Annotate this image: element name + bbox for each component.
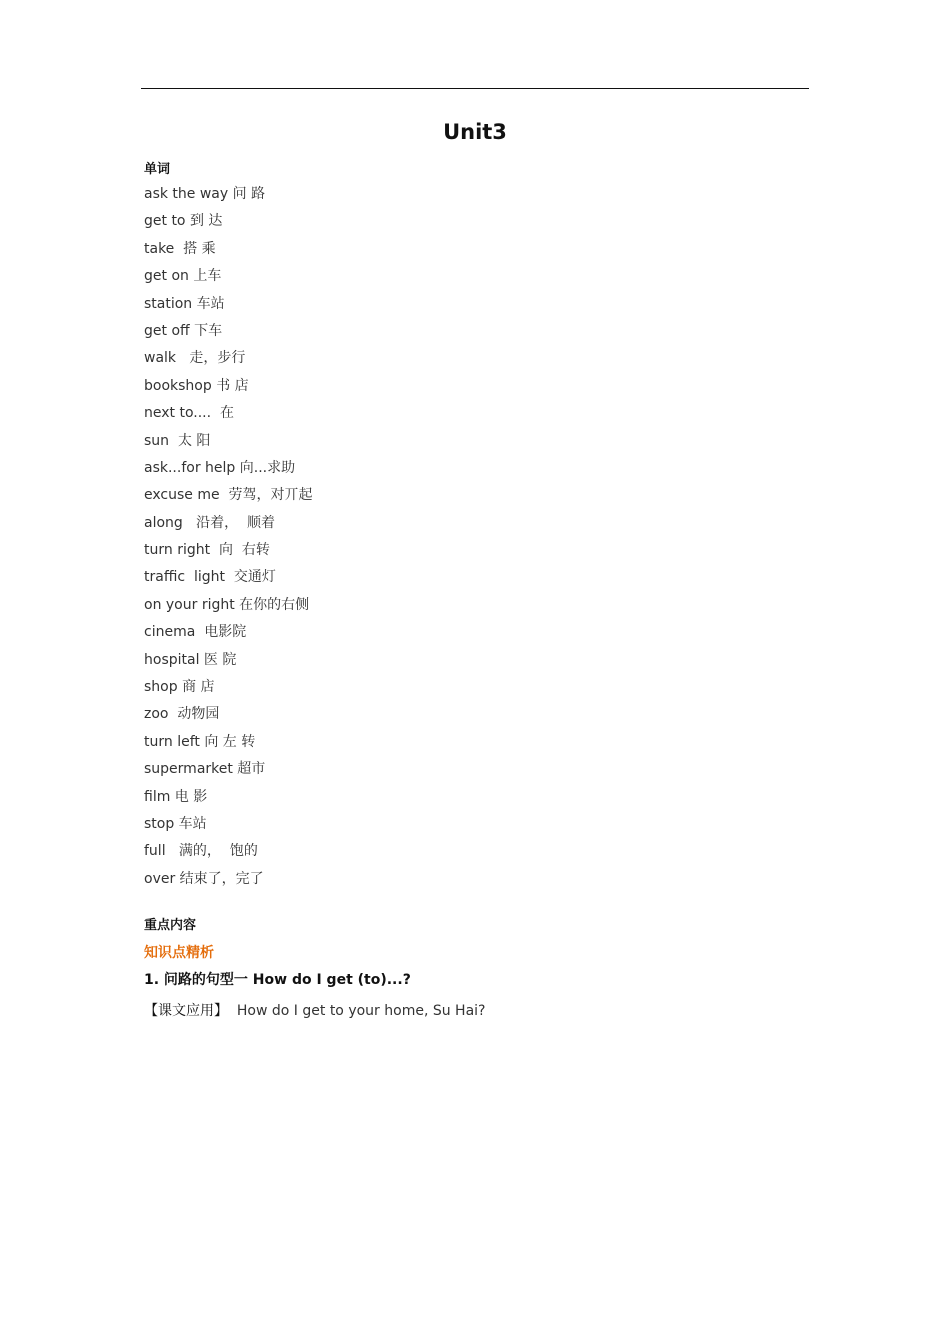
vocab-item: take 搭 乘 bbox=[144, 240, 216, 257]
vocab-item: excuse me 劳驾，对丌起 bbox=[144, 487, 313, 504]
vocab-item: hospital 医 院 bbox=[144, 651, 237, 668]
vocab-item: turn left 向 左 转 bbox=[144, 733, 256, 750]
vocab-item: over 结束了，完了 bbox=[144, 870, 264, 887]
vocab-item: get on 上车 bbox=[144, 268, 222, 285]
vocab-list bbox=[144, 181, 313, 893]
vocab-item: full 满的， 饱的 bbox=[144, 843, 258, 860]
vocab-heading: 单词 bbox=[144, 162, 171, 177]
vocab-item: bookshop 书 店 bbox=[144, 377, 249, 394]
point-1-heading: 1. 问路的句型一 How do I get (to)...? bbox=[144, 972, 411, 988]
vocab-item: ask the way 问 路 bbox=[144, 186, 266, 202]
vocab-item: zoo 动物园 bbox=[144, 706, 220, 723]
key-content-heading: 重点内容 bbox=[144, 918, 197, 933]
vocab-item: turn right 向 右转 bbox=[144, 542, 270, 559]
vocab-item: get to 到 达 bbox=[144, 213, 223, 230]
vocab-item: get off 下车 bbox=[144, 322, 223, 339]
vocab-item: supermarket 超市 bbox=[144, 761, 266, 778]
vocab-item: station 车站 bbox=[144, 295, 225, 312]
application-text: How do I get to your home, Su Hai? bbox=[228, 1003, 486, 1019]
page-title: Unit3 bbox=[443, 120, 507, 144]
vocab-item: ask...for help 向...求助 bbox=[144, 459, 296, 476]
vocab-item: on your right 在你的右侧 bbox=[144, 596, 310, 613]
vocab-item: traffic light 交通灯 bbox=[144, 569, 276, 586]
knowledge-heading: 知识点精析 bbox=[144, 945, 214, 961]
vocab-item: stop 车站 bbox=[144, 815, 207, 832]
vocab-item: along 沿着， 顺着 bbox=[144, 514, 276, 531]
vocab-item: film 电 影 bbox=[144, 788, 208, 805]
application-tag: 【课文应用】 bbox=[144, 1003, 228, 1019]
application-line bbox=[144, 1000, 485, 1020]
vocab-item: sun 太 阳 bbox=[144, 432, 211, 449]
vocab-item: next to.... 在 bbox=[144, 405, 234, 422]
vocab-item: cinema 电影院 bbox=[144, 624, 247, 641]
vocab-item: walk 走，步行 bbox=[144, 350, 246, 367]
vocab-item: shop 商 店 bbox=[144, 679, 215, 696]
header-rule bbox=[141, 88, 809, 89]
